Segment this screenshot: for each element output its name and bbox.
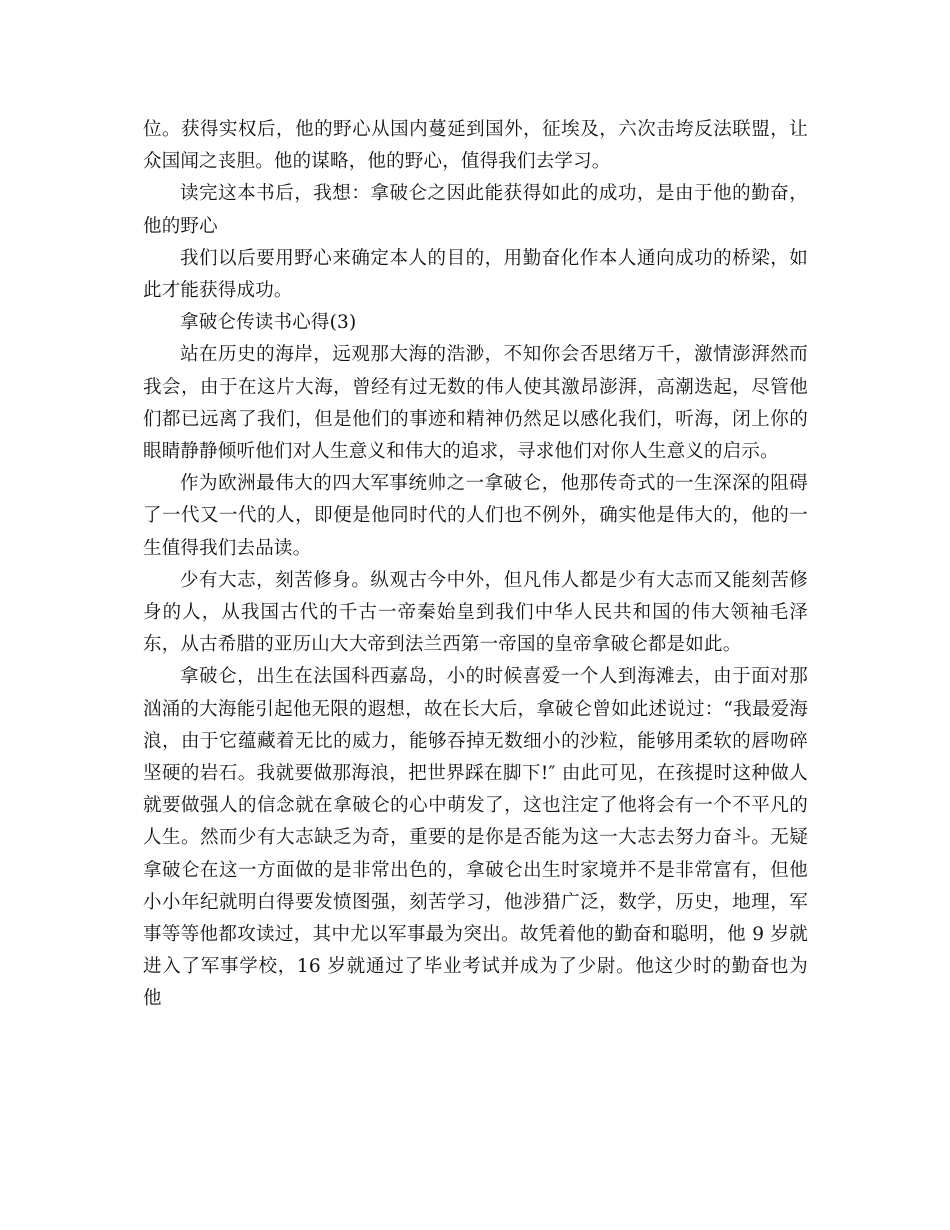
paragraph-seashore: 站在历史的海岸，远观那大海的浩渺，不知你会否思绪万千，激情澎湃然而我会，由于在这片大海，曾经有过无数的伟人使其激昂澎湃，高潮迭起，尽管他们都已远离了我们，但是他们的事迹和精神仍然足以感化我们，听海，闭上你的眼睛静静倾听他们对人生意义和伟大的追求，寻求他们对你人生意义的启示。: [143, 344, 808, 463]
document-body: [143, 114, 808, 1016]
paragraph-continued: 位。获得实权后，他的野心从国内蔓延到国外，征埃及，六次击垮反法联盟，让众国闻之丧胆。他的谋略，他的野心，值得我们去学习。: [143, 119, 808, 173]
paragraph-ambition: 少有大志，刻苦修身。纵观古今中外，但凡伟人都是少有大志而又能刻苦修身的人，从我国古代的千古一帝秦始皇到我们中华人民共和国的伟大领袖毛泽东，从古希腊的亚历山大大帝到法兰西第一帝国的皇帝拿破仑都是如此。: [143, 569, 808, 656]
section-title: 拿破仑传读书心得(3): [180, 312, 357, 334]
paragraph-conclusion: 我们以后要用野心来确定本人的目的，用勤奋化作本人通向成功的桥梁，如此才能获得成功。: [143, 247, 808, 302]
paragraph-commander: 作为欧洲最伟大的四大军事统帅之一拿破仑，他那传奇式的一生深深的阻碍了一代又一代的人，即便是他同时代的人们也不例外，确实他是伟大的，他的一生值得我们去品读。: [143, 473, 808, 559]
paragraph-childhood: 拿破仑，出生在法国科西嘉岛，小的时候喜爱一个人到海滩去，由于面对那汹涌的大海能引起他无限的遐想，故在长大后，拿破仑曾如此述说过：“我最爱海浪，由于它蕴藏着无比的威力，能够吞掉无数细小的沙粒，能够用柔软的唇吻碎坚硬的岩石。我就要做那海浪，把世界踩在脚下!″ 由此可见，在孩提时这种做人就要做强人的信念就在拿破仑的心中萌发了，这也注定了他将会有一个不平凡的人生。然而少有大志缺乏为奇，重要的是你是否能为这一大志去努力奋斗。无疑拿破仑在这一方面做的是非常出色的，拿破仑出生时家境并不是非常富有，但他小小年纪就明白得要发愤图强，刻苦学习，他涉猎广泛，数学，历史，地理，军事等等他都攻读过，其中尤以军事最为突出。故凭着他的勤奋和聪明，他 9 岁就进入了军事学校，16 岁就通过了毕业考试并成为了少尉。他这少时的勤奋也为他: [143, 666, 808, 1010]
paragraph-reflection: 读完这本书后，我想：拿破仑之因此能获得如此的成功，是由于他的勤奋，他的野心: [143, 183, 808, 237]
